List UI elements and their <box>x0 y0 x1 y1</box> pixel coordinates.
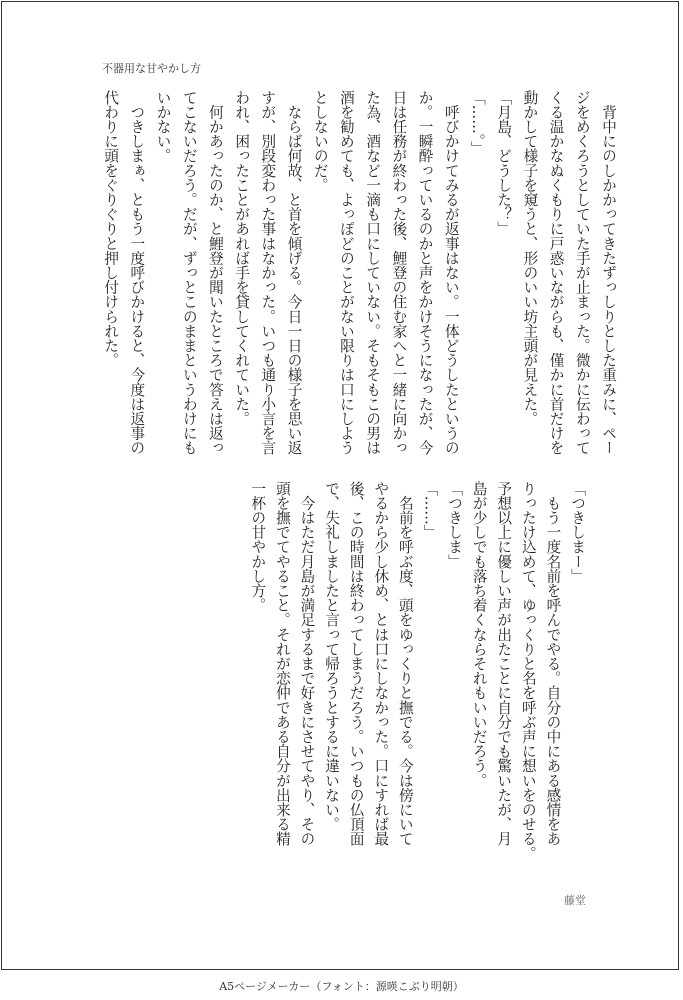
text-column: すが、別段変わった事はなかった。いつも通り小言を言 <box>259 90 277 455</box>
text-column: としないのだ。 <box>311 90 329 193</box>
text-column: 「月島、どうした？」 <box>495 90 513 236</box>
text-column: 島が少しでも落ち着くならそれもいいだろう。 <box>470 481 488 788</box>
text-column: 今はただ月島が満足するまで好きにさせてやり、その <box>298 481 316 846</box>
text-column: 予想以上に優しい声が出たことに自分でも驚いたが、月 <box>495 481 513 846</box>
page-frame <box>1 1 679 970</box>
text-column: もう一度名前を呼んでやる。自分の中にある感情をあ <box>544 481 562 846</box>
text-column: 後、この時間は終わってしまうだろう。いつもの仏頂面 <box>347 481 365 846</box>
text-column: 名前を呼ぶ度、頭をゆっくりと撫でる。今は傍にいて <box>396 481 414 846</box>
text-column: か。一瞬酔っているのかと声をかけそうになったが、今 <box>416 90 434 455</box>
text-column: で、失礼しましたと言って帰ろうとするに違いない。 <box>323 481 341 832</box>
text-column: 頭を撫でてやること。それが恋仲である自分が出来る精 <box>273 481 291 846</box>
text-column: ならば何故、と首を傾げる。今日一日の様子を思い返 <box>285 90 303 455</box>
text-column: いかない。 <box>154 90 172 163</box>
upper-text-block <box>97 90 621 470</box>
text-column: 日は任務が終わった後、鯉登の住む家へと一緒に向かっ <box>390 90 408 455</box>
text-column: 代わりに頭をぐりぐりと押し付けられた。 <box>102 90 120 368</box>
text-column: 酒を勧めても、よっぽどのことがない限りは口にしよう <box>337 90 355 455</box>
text-column: 動かして様子を窺うと、形のいい坊主頭が見えた。 <box>521 90 539 426</box>
story-title: 不器用な甘やかし方 <box>102 62 201 75</box>
text-column: 呼びかけてみるが返事はない。一体どうしたというの <box>442 90 460 455</box>
lower-text-block <box>245 481 589 861</box>
text-column: 「つきしまー」 <box>569 481 586 584</box>
text-column: つきしまぁ、ともう一度呼びかけると、今度は返事の <box>128 90 146 455</box>
text-column: りったけ込めて、ゆっくりと名を呼ぶ声に想いをのせる。 <box>519 481 537 861</box>
text-column: 背中にのしかかってきたずっしりとした重みに、ペー <box>600 90 617 455</box>
text-column: てこないだろう。だが、ずっとこのままというわけにも <box>180 90 198 455</box>
text-column: やるから少し休め、とは口にしなかった。口にすれば最 <box>372 481 390 846</box>
author-name: 藤堂 <box>564 894 586 907</box>
text-column: われ、困ったことがあれば手を貸してくれていた。 <box>233 90 251 426</box>
footer-credit: A5ページメーカー（フォント：源暎こぶり明朝） <box>219 980 464 993</box>
text-column: 何かあったのか、と鯉登が聞いたところで答えは返っ <box>206 90 224 455</box>
text-column: 一杯の甘やかし方。 <box>249 481 267 613</box>
text-column: ジをめくろうとしていた手が止まった。微かに伝わって <box>573 90 591 455</box>
text-column: 「……。」 <box>468 90 486 156</box>
text-column: 「つきしま」 <box>446 481 464 569</box>
text-column: た為、酒など一滴も口にしていない。そもそもこの男は <box>364 90 382 455</box>
text-column: 「……」 <box>421 481 439 540</box>
text-column: くる温かなぬくもりに戸惑いながらも、僅かに首だけを <box>547 90 565 455</box>
